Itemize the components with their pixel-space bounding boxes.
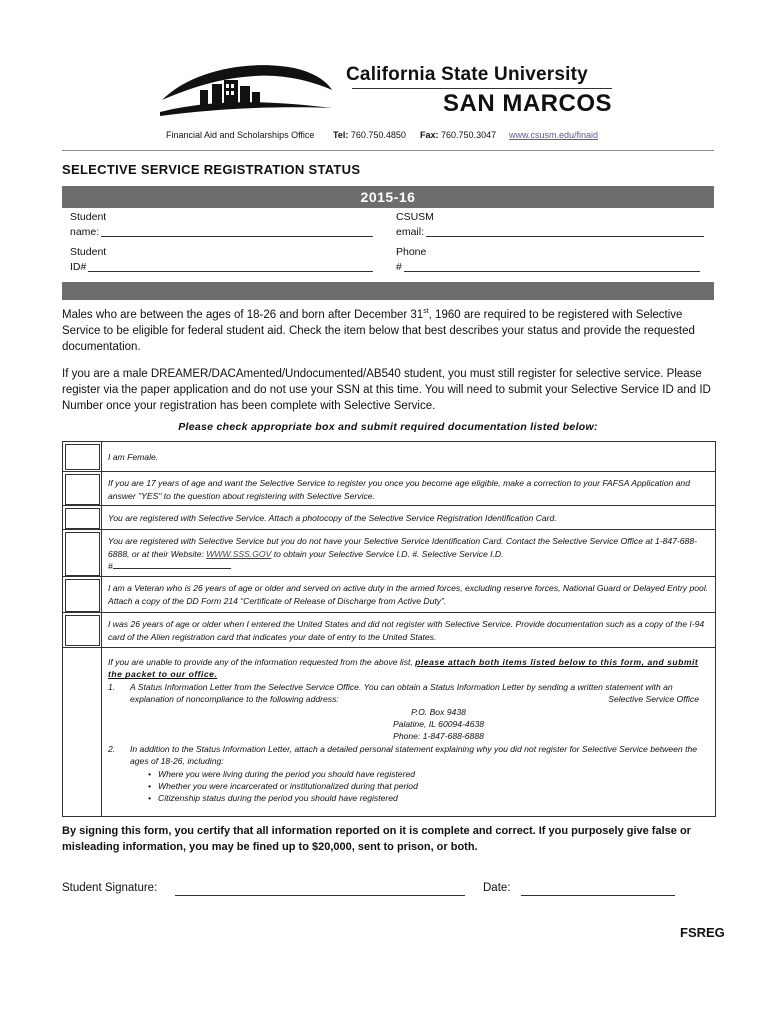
student-name-label: Student name: [70, 211, 107, 238]
options-table [62, 441, 716, 817]
option-row-unable [63, 647, 715, 816]
option-text: If you are 17 years of age and want the Selective Service to register you once you become age eligible, make a correction to your FAFSA Application and answer "YES" to the question about registering with Selective Service. [108, 478, 690, 501]
option-row-no-card [63, 529, 715, 577]
phone-label: Phone # [396, 246, 427, 273]
option-row-female [63, 442, 715, 470]
bullet-item: • Citizenship status during the period you should have registered [108, 792, 709, 804]
option-text-unable: If you are unable to provide any of the information requested from the above list, please attach both items listed below to this form, and submit the packet to our office. 1. A Status Information Letter from the Selective Service Office. You can obtain a Status Information Letter by sending a written statement with an explanation of noncompliance to the following address: Selective Service Office P.O. Box 9438 Palatine, IL 60094-4638 Phone: 1-847-688-6888 2. In addition to the Status Information Letter, attach a detailed personal statement explaining why you did not register for Selective Service between the ages of 18-26, including: • Where you were living during the period you should have registered • Whether you were incarcerated or institutionalized during that period • Citizenship status during the period you should have registered [108, 656, 709, 805]
tel-number: 760.750.4850 [350, 130, 406, 140]
option-row-age17 [63, 471, 715, 506]
student-name-field[interactable] [101, 236, 373, 237]
instruction: Please check appropriate box and submit required documentation listed below: [178, 421, 598, 433]
option-text: I am a Veteran who is 26 years of age or older and served on active duty in the armed forces, excluding reserve forces, National Guard or Delayed Entry pool. Attach a copy of the DD Form 214 “Certificate of Release of Discharge from Active Duty”. [108, 583, 709, 606]
date-label: Date: [483, 882, 511, 894]
form-code: FSREG [680, 925, 725, 940]
option-text: You are registered with Selective Service. Attach a photocopy of the Selective Service Registration Identification Card. [108, 513, 557, 523]
sss-link[interactable]: WWW.SSS.GOV [206, 548, 272, 559]
signature-label: Student Signature: [62, 882, 158, 894]
fax-number: 760.750.3047 [441, 130, 497, 140]
option-text: I am Female. [108, 452, 159, 462]
option-row-veteran [63, 576, 715, 613]
form-title: SELECTIVE SERVICE REGISTRATION STATUS [62, 162, 361, 177]
certification-text: By signing this form, you certify that all information reported on it is complete and correct. If you purposely give false or misleading information, you may be fined up to $20,000, sent to prison, or both. [62, 825, 691, 853]
website-link[interactable]: www.csusm.edu/finaid [509, 130, 599, 140]
bullet-item: • Where you were living during the period you should have registered [108, 768, 709, 780]
section-bar [62, 282, 714, 300]
student-id-field[interactable] [88, 271, 373, 272]
header-rule [352, 88, 612, 89]
year-bar: 2015-16 [62, 186, 714, 208]
fax-info [420, 130, 496, 140]
office-name: Financial Aid and Scholarships Office [166, 130, 315, 140]
fax-label: Fax: [420, 130, 439, 140]
university-campus: SAN MARCOS [443, 90, 613, 117]
phone-field[interactable] [404, 271, 700, 272]
dreamer-paragraph: If you are a male DREAMER/DACAmented/Undocumented/AB540 student, you must still register for selective service. Please register via the paper application and do not use your SSN at this time. You will need to submit your Selective Service ID and ID Number once your registration has been complete with Selective Service. [62, 368, 711, 412]
checkbox-registered[interactable] [65, 508, 100, 529]
header-divider [62, 150, 714, 151]
tel-label: Tel: [333, 130, 349, 140]
checkbox-female[interactable] [65, 444, 100, 470]
checkbox-veteran[interactable] [65, 579, 100, 612]
university-name: California State University [346, 64, 588, 85]
csusm-email-field[interactable] [426, 236, 704, 237]
checkbox-immigrant[interactable] [65, 615, 100, 646]
option-text: You are registered with Selective Service but you do not have your Selective Service Identification Card. Contact the Selective Service Office at 1-847-688-6888, or at their Website: WWW.SSS.GOV to obtain your Selective Service I.D. #. Selective Service I.D. # [108, 536, 697, 571]
selective-service-id-field[interactable] [113, 568, 231, 569]
option-text: I was 26 years of age or older when I entered the United States and did not register with Selective Service. Provide documentation such as a copy of the I-94 card of the Alien registration card that indicates your date of entry to the United States. [108, 619, 705, 642]
student-id-label: Student ID# [70, 246, 107, 273]
phone-info [333, 130, 406, 140]
signature-field[interactable] [175, 895, 465, 896]
checkbox-age17[interactable] [65, 474, 100, 505]
checkbox-no-card[interactable] [65, 532, 100, 576]
date-field[interactable] [521, 895, 675, 896]
bullet-item: • Whether you were incarcerated or institutionalized during that period [108, 780, 709, 792]
csusm-logo [160, 62, 335, 118]
option-row-registered [63, 505, 715, 529]
csusm-email-label: CSUSM email: [396, 211, 434, 238]
intro-paragraph: Males who are between the ages of 18-26 and born after December 31st, 1960 are required to be registered with Selective Service to be eligible for federal student aid. Check the item below that best describes your status and provide the requested documentation. [62, 308, 695, 353]
option-row-immigrant [63, 612, 715, 647]
